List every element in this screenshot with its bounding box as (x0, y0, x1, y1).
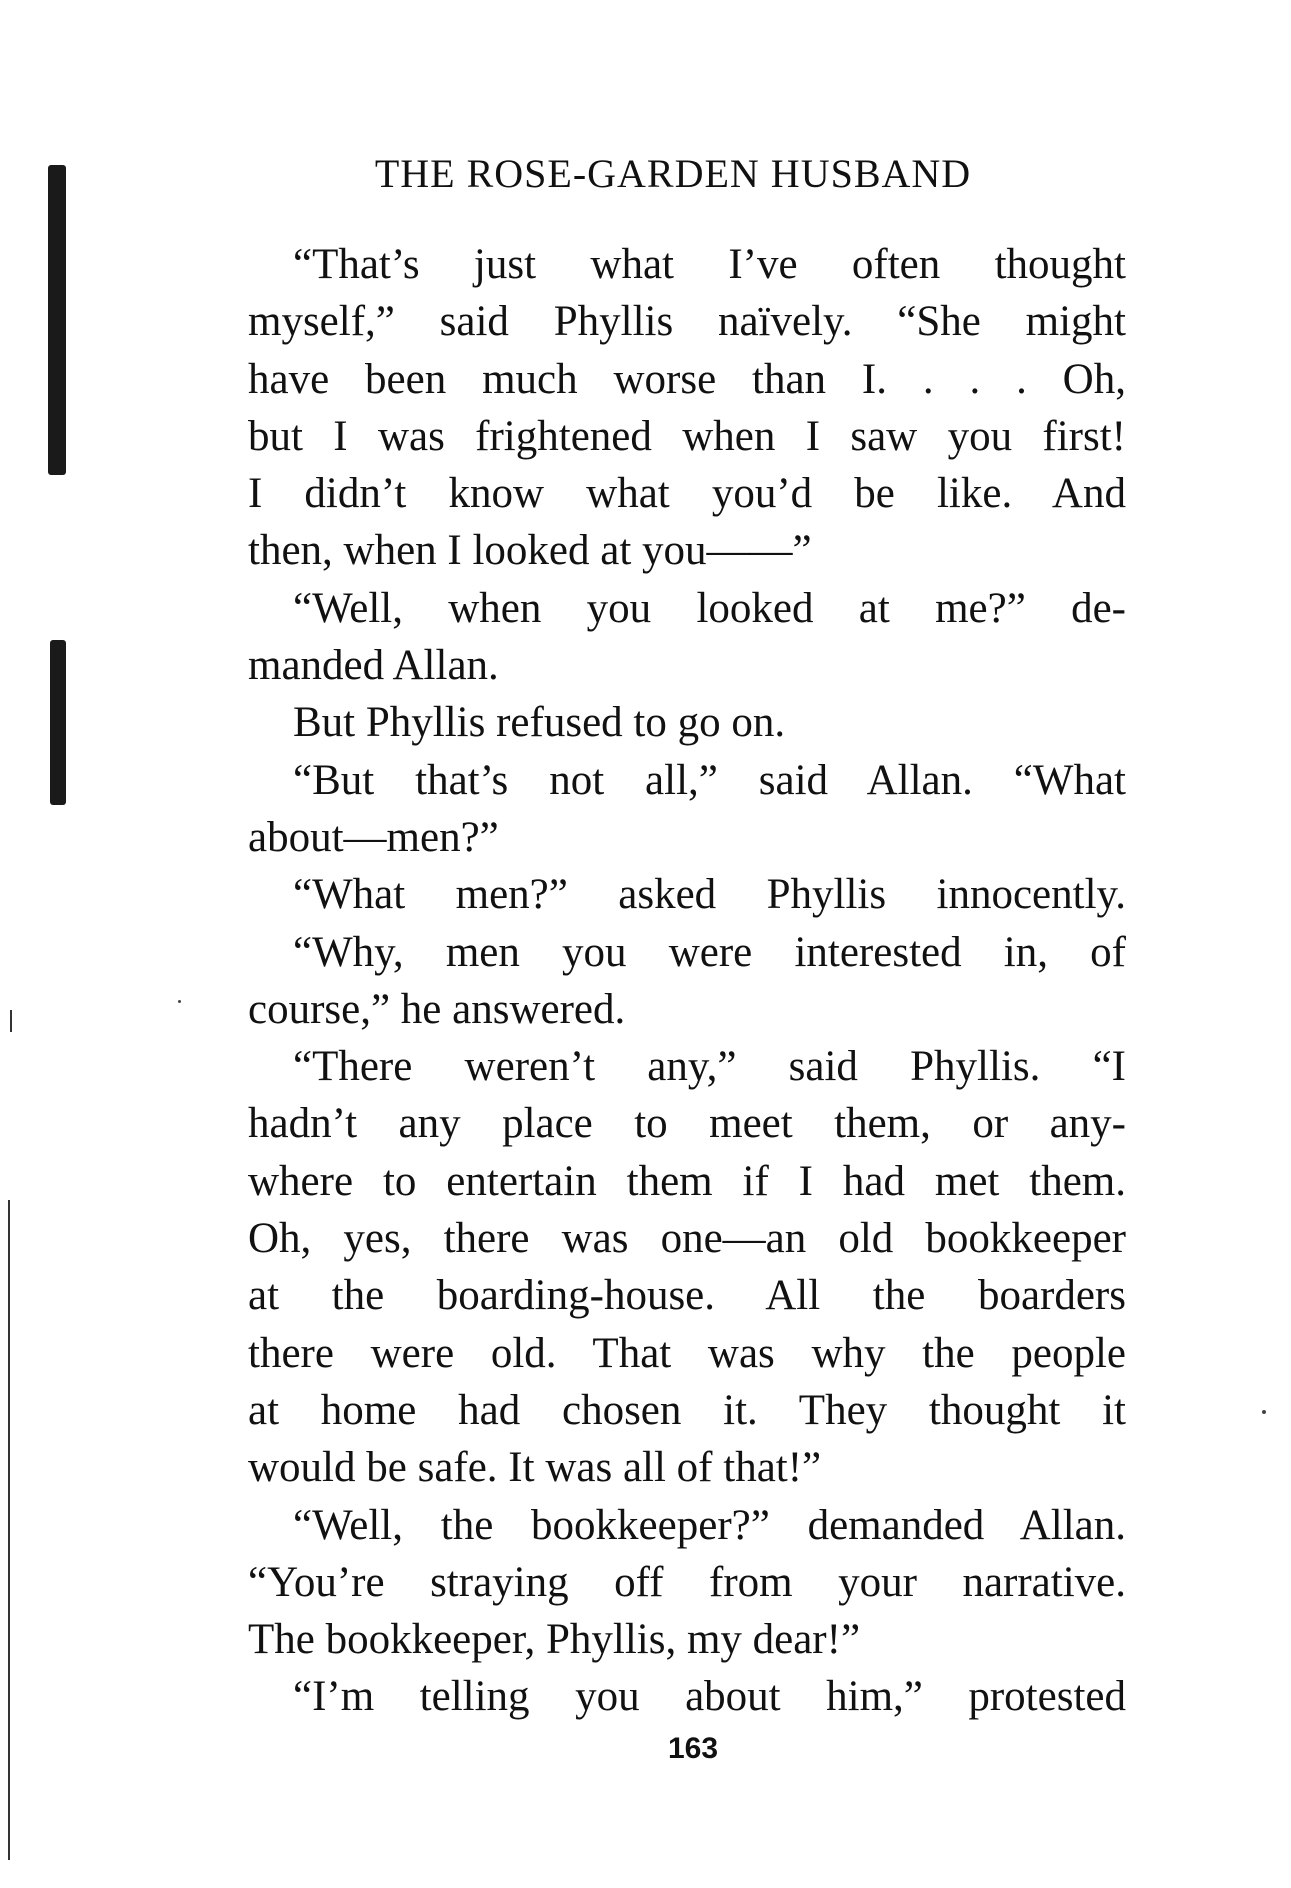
binding-edge-tick (10, 1010, 12, 1032)
text-line: there were old. That was why the people (248, 1329, 1126, 1377)
text-line: where to entertain them if I had met them. (248, 1157, 1126, 1205)
page-number: 163 (667, 1732, 719, 1765)
speck (178, 1000, 181, 1003)
binding-shadow-middle (50, 640, 66, 805)
text-line: would be safe. It was all of that!” (248, 1444, 822, 1492)
text-line: hadn’t any place to meet them, or any- (248, 1100, 1126, 1148)
text-line: at the boarding-house. All the boarders (248, 1272, 1126, 1320)
text-line: The bookkeeper, Phyllis, my dear!” (248, 1616, 861, 1664)
text-line: But Phyllis refused to go on. (293, 699, 786, 747)
body-text (248, 236, 1126, 1726)
text-line: I didn’t know what you’d be like. And (248, 470, 1126, 518)
text-line: “Why, men you were interested in, of (293, 928, 1126, 976)
speck (1262, 1410, 1266, 1414)
running-head: THE ROSE-GARDEN HUSBAND (374, 151, 972, 196)
text-line: “But that’s not all,” said Allan. “What (293, 756, 1126, 804)
text-line: “I’m telling you about him,” protested (293, 1673, 1126, 1721)
text-line: at home had chosen it. They thought it (248, 1386, 1126, 1434)
text-line: myself,” said Phyllis naïvely. “She might (248, 298, 1126, 346)
text-line: about—men?” (248, 813, 499, 861)
text-line: “Well, the bookkeeper?” demanded Allan. (293, 1501, 1126, 1549)
text-line: then, when I looked at you——” (248, 527, 812, 575)
text-line: Oh, yes, there was one—an old bookkeeper (248, 1215, 1126, 1263)
text-line: “There weren’t any,” said Phyllis. “I (293, 1043, 1126, 1091)
text-line: “That’s just what I’ve often thought (293, 241, 1126, 288)
text-line: “You’re straying off from your narrative. (248, 1558, 1126, 1606)
text-line: “Well, when you looked at me?” de- (293, 584, 1126, 632)
text-line: have been much worse than I. . . . Oh, (248, 355, 1126, 403)
text-line: manded Allan. (248, 642, 499, 690)
text-line: but I was frightened when I saw you first! (248, 412, 1126, 460)
binding-shadow-top (48, 165, 66, 475)
text-line: course,” he answered. (248, 985, 626, 1033)
text-line: “What men?” asked Phyllis innocently. (293, 871, 1126, 919)
